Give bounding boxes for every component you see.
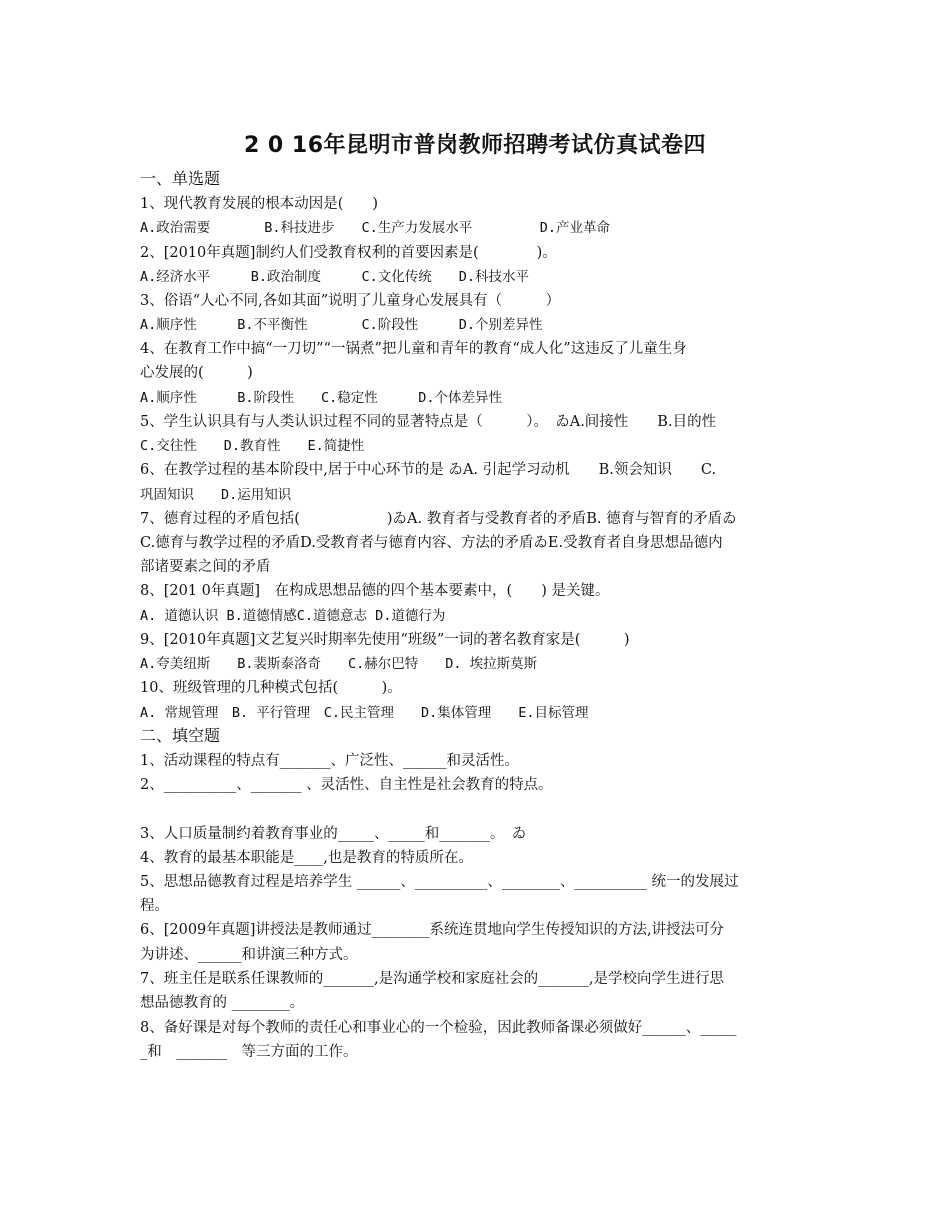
question-8: 8、[201 0年真题] 在构成思想品德的四个基本要素中，( ) 是关键。 <box>140 583 610 599</box>
exam-title: 2 0 16年昆明市普岗教师招聘考试仿真试卷四 <box>243 133 707 158</box>
question-10-options: A. 常规管理 B. 平行管理 C.民主管理 D.集体管理 E.目标管理 <box>140 705 589 721</box>
question-6-line-1: 6、在教学过程的基本阶段中,居于中心环节的是 ゐA. 引起学习动机 B.领会知识 C. <box>140 462 717 478</box>
question-1: 1、现代教育发展的根本动因是( ) <box>140 196 379 212</box>
fill-question-3: 3、人口质量制约着教育事业的_____、_____和_______。 ゐ <box>140 826 527 842</box>
question-5-line-2: C.交往性 D.教育性 E.简捷性 <box>140 438 365 454</box>
fill-question-5-line-1: 5、思想品德教育过程是培养学生 ______、__________、________、__________ 统一的发展过 <box>140 874 739 890</box>
fill-question-7-line-1: 7、班主任是联系任课教师的_______,是沟通学校和家庭社会的_______,是学校向学生进行思 <box>140 971 724 987</box>
fill-question-5-line-2: 程。 <box>140 898 169 914</box>
fill-question-4: 4、教育的最基本职能是____,也是教育的特质所在。 <box>140 850 473 866</box>
question-8-options: A. 道德认识 B.道德情感C.道德意志 D.道德行为 <box>140 608 446 624</box>
section-heading-fill-in: 二、填空题 <box>140 726 221 745</box>
question-9: 9、[2010年真题]文艺复兴时期率先使用“班级”一词的著名教育家是( ) <box>140 632 630 648</box>
question-7-line-1: 7、德育过程的矛盾包括( )ゐA. 教育者与受教育者的矛盾B. 德育与智育的矛盾ゐ <box>140 511 737 527</box>
question-6-line-2: 巩固知识 D.运用知识 <box>140 487 292 503</box>
fill-question-8-line-1: 8、备好课是对每个教师的责任心和事业心的一个检验，因此教师备课必须做好______、_____ <box>140 1020 737 1036</box>
question-2: 2、[2010年真题]制约人们受教育权利的首要因素是( )。 <box>140 245 557 261</box>
question-10: 10、班级管理的几种模式包括( )。 <box>140 680 402 696</box>
question-7-line-2: C.德育与教学过程的矛盾D.受教育者与德育内容、方法的矛盾ゐE.受教育者自身思想品德内 <box>140 535 723 551</box>
question-3-options: A.顺序性 B.不平衡性 C.阶段性 D.个别差异性 <box>140 317 543 333</box>
question-5-line-1: 5、学生认识具有与人类认识过程不同的显著特点是（ ）。 ゐA.间接性 B.目的性 <box>140 414 717 430</box>
question-7-line-3: 部诸要素之间的矛盾 <box>140 559 271 575</box>
fill-question-6-line-2: 为讲述、______和讲演三种方式。 <box>140 947 358 963</box>
question-4-options: A.顺序性 B.阶段性 C.稳定性 D.个体差异性 <box>140 390 503 406</box>
question-4-line-2: 心发展的( ) <box>140 365 253 381</box>
question-2-options: A.经济水平 B.政治制度 C.文化传统 D.科技水平 <box>140 269 530 285</box>
fill-question-1: 1、活动课程的特点有_______、广泛性、______和灵活性。 <box>140 753 519 769</box>
section-heading-single-choice: 一、单选题 <box>140 169 221 188</box>
question-9-options: A.夸美纽斯 B.裴斯泰洛奇 C.赫尔巴特 D. 埃拉斯莫斯 <box>140 656 538 672</box>
question-1-options: A.政治需要 B.科技进步 C.生产力发展水平 D.产业革命 <box>140 220 611 236</box>
fill-question-7-line-2: 想品德教育的 ________。 <box>140 995 305 1011</box>
fill-question-8-line-2: _和 _______ 等三方面的工作。 <box>140 1044 358 1060</box>
question-3: 3、俗语“人心不同,各如其面”说明了儿童身心发展具有（ ） <box>140 293 561 309</box>
question-4-line-1: 4、在教育工作中搞“一刀切”“一锅煮”把儿童和青年的教育“成人化”这违反了儿童生身 <box>140 341 687 357</box>
fill-question-6-line-1: 6、[2009年真题]讲授法是教师通过________系统连贯地向学生传授知识的方法,讲授法可分 <box>140 922 725 938</box>
fill-question-2: 2、__________、_______ 、灵活性、自主性是社会教育的特点。 <box>140 777 553 793</box>
